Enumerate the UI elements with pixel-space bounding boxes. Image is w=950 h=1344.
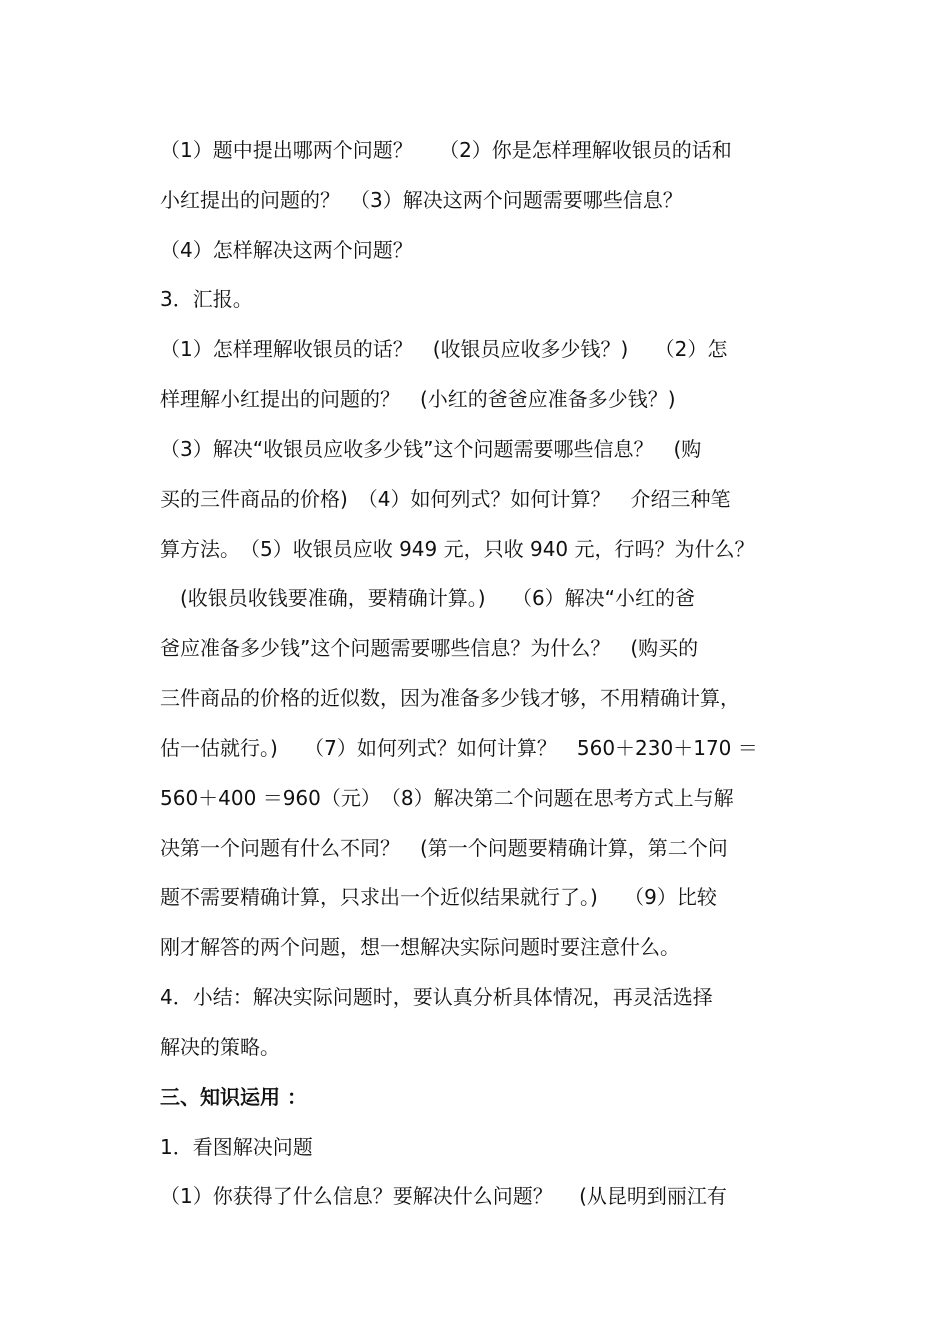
text-line: (收银员收钱要准确，要精确计算。) （6）解决“小红的爸 [160, 586, 696, 610]
section-heading: 三、知识运用 ： [160, 1085, 307, 1109]
text-line: 560＋400 ＝960（元） （8）解决第二个问题在思考方式上与解 [160, 786, 734, 810]
text-line: 样理解小红提出的问题的？ (小红的爸爸应准备多少钱？) [160, 387, 676, 411]
text-line: （1）怎样理解收银员的话？ (收银员应收多少钱？) （2）怎 [160, 337, 728, 361]
text-line: 三件商品的价格的近似数，因为准备多少钱才够，不用精确计算， [160, 686, 740, 710]
text-line: 估一估就行。) （7）如何列式？如何计算？ 560＋230＋170 ＝ [160, 736, 758, 760]
text-line: （1）你获得了什么信息？要解决什么问题？ (从昆明到丽江有 [160, 1184, 727, 1208]
text-line: （4）怎样解决这两个问题？ [160, 238, 413, 262]
text-line: 1．看图解决问题 [160, 1135, 313, 1159]
text-line: 爸应准备多少钱”这个问题需要哪些信息？为什么？ (购买的 [160, 636, 699, 660]
text-line: 解决的策略。 [160, 1035, 280, 1059]
text-line: 3．汇报。 [160, 287, 253, 311]
text-line: 题不需要精确计算，只求出一个近似结果就行了。) （9）比较 [160, 885, 717, 909]
text-line: （3）解决“收银员应收多少钱”这个问题需要哪些信息？ (购 [160, 437, 702, 461]
text-line: 小红提出的问题的？ （3）解决这两个问题需要哪些信息？ [160, 188, 683, 212]
text-line: 买的三件商品的价格) （4）如何列式？如何计算？ 介绍三种笔 [160, 487, 731, 511]
text-line: 刚才解答的两个问题，想一想解决实际问题时要注意什么。 [160, 935, 680, 959]
text-line: 4．小结：解决实际问题时，要认真分析具体情况，再灵活选择 [160, 985, 713, 1009]
text-line: （1）题中提出哪两个问题？ （2）你是怎样理解收银员的话和 [160, 138, 732, 162]
text-line: 决第一个问题有什么不同？ (第一个问题要精确计算，第二个问 [160, 836, 728, 860]
text-line: 算方法。 （5）收银员应收 949 元，只收 940 元，行吗？为什么？ [160, 537, 755, 561]
